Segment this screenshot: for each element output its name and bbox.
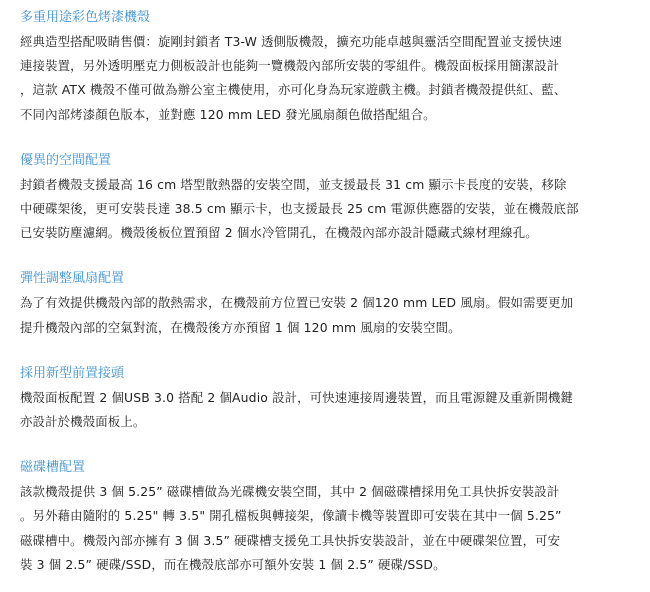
section-title: 多重用途彩色烤漆機殼 (20, 10, 151, 25)
text-line: 磁碟槽中。機殼內部亦擁有 3 個 3.5” 硬碟槽支援免工具快拆安裝設計，並在中硬碟架位置，可安 (20, 532, 561, 548)
section-fan-config (20, 267, 632, 339)
section-title: 磁碟槽配置 (20, 460, 86, 476)
section-body (20, 291, 632, 339)
section-title: 彈性調整風扇配置 (20, 271, 125, 287)
text-line: 亦設計於機殼面板上。 (20, 414, 146, 430)
text-line: 提升機殼內部的空氣對流，在機殼後方亦預留 1 個 120 mm 風扇的安裝空間。 (20, 319, 461, 335)
section-front-io (20, 362, 632, 434)
text-line: 為了有效提供機殼內部的散熱需求，在機殼前方位置已安裝 2 個120 mm LED 風扇。假如需要更加 (20, 295, 574, 311)
section-body (20, 30, 632, 127)
section-body (20, 386, 632, 434)
section-multipurpose (20, 6, 632, 127)
text-line: 經典造型搭配吸睛售價：旋剛封鎖者 T3-W 透側版機殼，擴充功能卓越與靈活空間配置並支援快速 (20, 34, 563, 49)
section-space-layout (20, 149, 632, 246)
section-title: 採用新型前置接頭 (20, 365, 125, 381)
text-line: 不同內部烤漆顏色版本，並對應 120 mm LED 發光風扇顏色做搭配組合。 (20, 106, 436, 122)
text-line: 機殼面板配置 2 個USB 3.0 搭配 2 個Audio 設計，可快速連接周邊裝置，而且電源鍵及重新開機鍵 (20, 389, 574, 405)
section-body (20, 173, 632, 246)
text-line: 已安裝防塵濾網。機殼後板位置預留 2 個水冷管開孔，在機殼內部亦設計隱藏式線材理線孔。 (20, 225, 538, 241)
text-line: 該款機殼提供 3 個 5.25” 磁碟槽做為光碟機安裝空間，其中 2 個磁碟槽採用免工具快拆安裝設計 (20, 484, 560, 500)
text-line: 裝 3 個 2.5” 硬碟/SSD，而在機殼底部亦可額外安裝 1 個 2.5” 硬碟/SSD。 (20, 556, 446, 572)
text-line: 。另外藉由隨附的 5.25" 轉 3.5" 開孔檔板與轉接架，像讀卡機等裝置即可安裝在其中一個 5.25” (20, 508, 562, 524)
text-line: ，這款 ATX 機殼不僅可做為辦公室主機使用，亦可化身為玩家遊戲主機。封鎖者機殼提供紅、藍、 (20, 82, 567, 98)
text-line: 封鎖者機殼支援最高 16 cm 塔型散熱器的安裝空間，並支援最長 31 cm 顯示卡長度的安裝，移除 (20, 176, 567, 192)
text-line: 中硬碟架後，更可安裝長達 38.5 cm 顯示卡，也支援最長 25 cm 電源供應器的安裝，並在機殼底部 (20, 201, 579, 217)
section-body (20, 480, 632, 577)
section-drive-bays (20, 456, 632, 577)
text-line: 連接裝置，另外透明壓克力側板設計也能夠一覽機殼內部所安裝的零組件。機殼面板採用簡潔設計 (20, 58, 560, 74)
section-title: 優異的空間配置 (20, 152, 112, 168)
